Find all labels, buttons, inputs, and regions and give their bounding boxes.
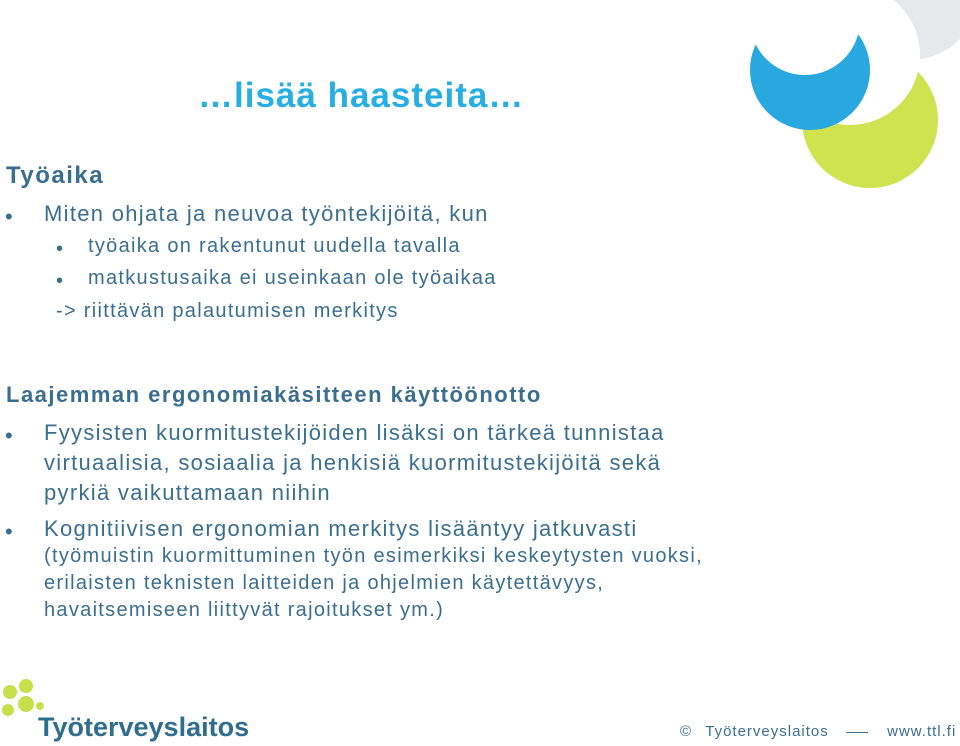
section1-sub-bullet-2: matkustusaika ei useinkaan ole työaikaa xyxy=(88,267,497,289)
footer-url[interactable]: www.ttl.fi xyxy=(887,723,957,740)
bullet-dot: • xyxy=(5,204,13,229)
footer-org: Työterveyslaitos xyxy=(705,723,829,740)
section2-bullet2-line2: (työmuistin kuormittuminen työn esimerkiksi keskeytysten vuoksi, xyxy=(44,545,703,567)
section2-bullet1-line3: pyrkiä vaikuttamaan niihin xyxy=(44,480,331,505)
section2-bullet1-line1: Fyysisten kuormitustekijöiden lisäksi on tärkeä tunnistaa xyxy=(44,420,665,445)
footer-divider xyxy=(846,732,868,733)
section2-bullet1-line2: virtuaalisia, sosiaalia ja henkisiä kuormitustekijöitä sekä xyxy=(44,450,662,475)
slide-title: …lisää haasteita… xyxy=(198,76,525,115)
section2-bullet2-line1: Kognitiivisen ergonomian merkitys lisääntyy jatkuvasti xyxy=(44,516,638,541)
logo-text: Työterveyslaitos xyxy=(38,712,250,742)
section2-bullet2-line3: erilaisten teknisten laitteiden ja ohjelmien käytettävyys, xyxy=(44,572,605,594)
sub-bullet-dot: • xyxy=(56,238,64,260)
bullet-dot: • xyxy=(5,519,13,544)
bullet-dot: • xyxy=(5,423,13,448)
section1-bullet: Miten ohjata ja neuvoa työntekijöitä, kun xyxy=(44,201,489,226)
copyright-icon: © xyxy=(680,723,693,740)
footer xyxy=(680,723,956,740)
sub-bullet-dot: • xyxy=(56,270,64,292)
section2-bullet2-line4: havaitsemiseen liittyvät rajoitukset ym.) xyxy=(44,599,445,621)
section1-arrow-line: -> riittävän palautumisen merkitys xyxy=(56,300,399,322)
section2-heading: Laajemman ergonomiakäsitteen käyttöönotto xyxy=(6,382,542,407)
section1-heading: Työaika xyxy=(6,162,105,189)
section1-sub-bullet-1: työaika on rakentunut uudella tavalla xyxy=(88,235,461,257)
